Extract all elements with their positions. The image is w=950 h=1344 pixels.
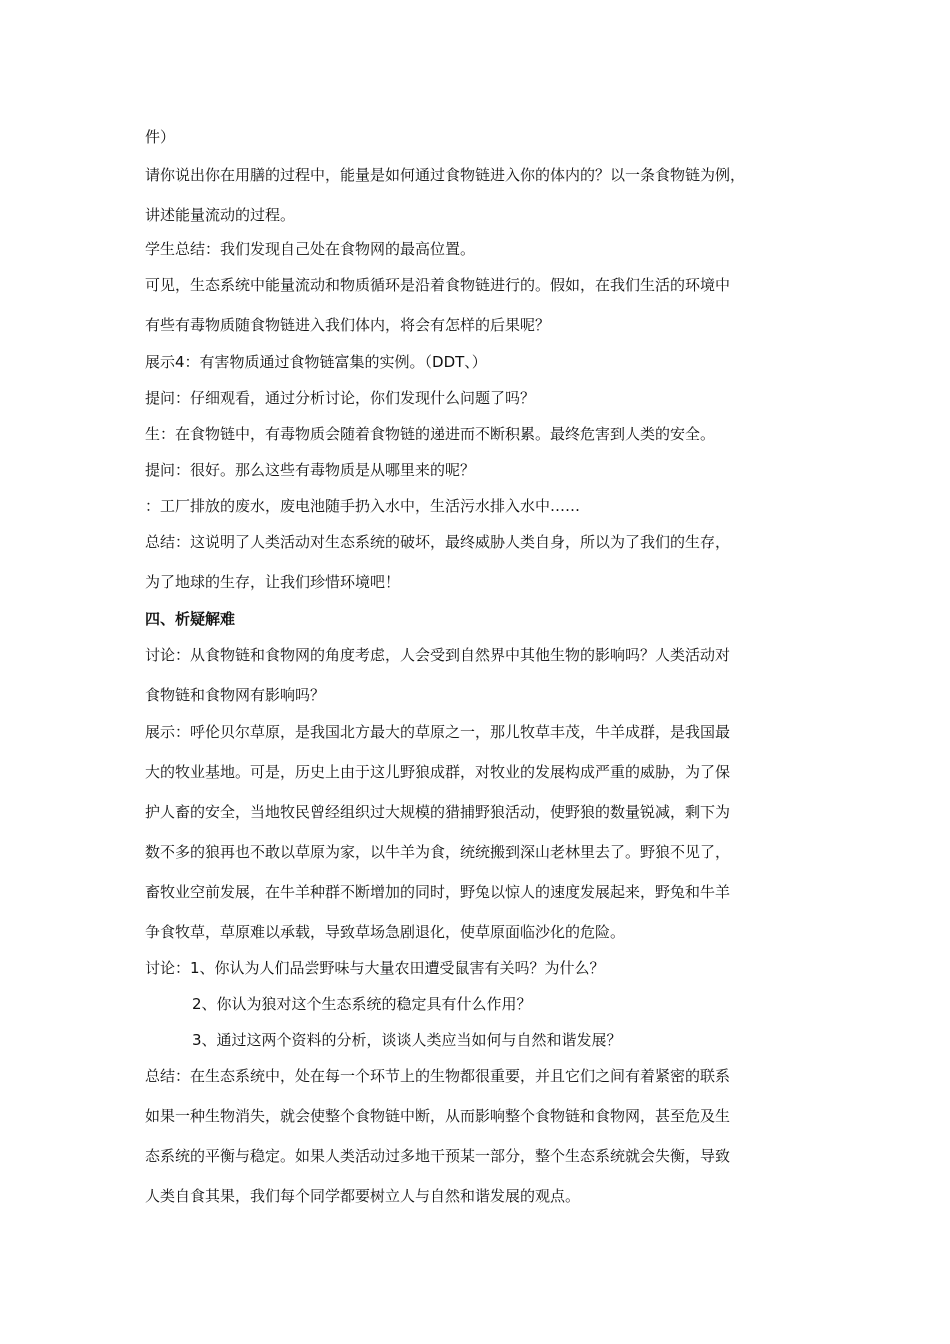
text-line: 为了地球的生存，让我们珍惜环境吧！ bbox=[145, 573, 401, 591]
text-line: 可见，生态系统中能量流动和物质循环是沿着食物链进行的。假如，在我们生活的环境中 bbox=[145, 276, 731, 294]
section-heading: 四、析疑解难 bbox=[145, 610, 236, 628]
text-line: 态系统的平衡与稳定。如果人类活动过多地干预某一部分，整个生态系统就会失衡，导致 bbox=[145, 1147, 731, 1165]
text-line: 提问：仔细观看，通过分析讨论，你们发现什么问题了吗？ bbox=[145, 389, 536, 407]
text-line: 大的牧业基地。可是，历史上由于这儿野狼成群，对牧业的发展构成严重的威胁，为了保 bbox=[145, 763, 731, 781]
text-line: 讲述能量流动的过程。 bbox=[145, 206, 296, 224]
text-line: 请你说出你在用膳的过程中，能量是如何通过食物链进入你的体内的？以一条食物链为例， bbox=[145, 166, 746, 184]
text-line: 讨论：1、你认为人们品尝野味与大量农田遭受鼠害有关吗？为什么？ bbox=[145, 959, 605, 977]
text-line: 3、通过这两个资料的分析，谈谈人类应当如何与自然和谐发展？ bbox=[192, 1031, 622, 1049]
text-line: ：工厂排放的废水，废电池随手扔入水中，生活污水排入水中…… bbox=[145, 497, 581, 515]
text-line: 总结：在生态系统中，处在每一个环节上的生物都很重要，并且它们之间有着紧密的联系 bbox=[145, 1067, 731, 1085]
text-line: 件） bbox=[145, 128, 176, 146]
text-line: 食物链和食物网有影响吗？ bbox=[145, 686, 326, 704]
text-line: 数不多的狼再也不敢以草原为家，以牛羊为食，统统搬到深山老林里去了。野狼不见了， bbox=[145, 843, 731, 861]
text-line: 2、你认为狼对这个生态系统的稳定具有什么作用？ bbox=[192, 995, 532, 1013]
text-line: 讨论：从食物链和食物网的角度考虑，人会受到自然界中其他生物的影响吗？人类活动对 bbox=[145, 646, 731, 664]
text-line: 展示：呼伦贝尔草原，是我国北方最大的草原之一，那儿牧草丰茂，牛羊成群，是我国最 bbox=[145, 723, 731, 741]
text-line: 人类自食其果，我们每个同学都要树立人与自然和谐发展的观点。 bbox=[145, 1187, 581, 1205]
text-line: 如果一种生物消失，就会使整个食物链中断，从而影响整个食物链和食物网，甚至危及生 bbox=[145, 1107, 731, 1125]
text-line: 学生总结：我们发现自己处在食物网的最高位置。 bbox=[145, 240, 476, 258]
text-line: 畜牧业空前发展，在牛羊种群不断增加的同时，野兔以惊人的速度发展起来，野兔和牛羊 bbox=[145, 883, 731, 901]
text-line: 提问：很好。那么这些有毒物质是从哪里来的呢？ bbox=[145, 461, 476, 479]
text-line: 护人畜的安全，当地牧民曾经组织过大规模的猎捕野狼活动，使野狼的数量锐减，剩下为 bbox=[145, 803, 731, 821]
text-line: 有些有毒物质随食物链进入我们体内，将会有怎样的后果呢？ bbox=[145, 316, 551, 334]
text-line: 争食牧草，草原难以承载，导致草场急剧退化，使草原面临沙化的危险。 bbox=[145, 923, 626, 941]
text-line: 总结：这说明了人类活动对生态系统的破坏，最终威胁人类自身，所以为了我们的生存， bbox=[145, 533, 731, 551]
text-line: 生：在食物链中，有毒物质会随着食物链的递进而不断积累。最终危害到人类的安全。 bbox=[145, 425, 716, 443]
text-line: 展示4：有害物质通过食物链富集的实例。（DDT、） bbox=[145, 353, 487, 371]
